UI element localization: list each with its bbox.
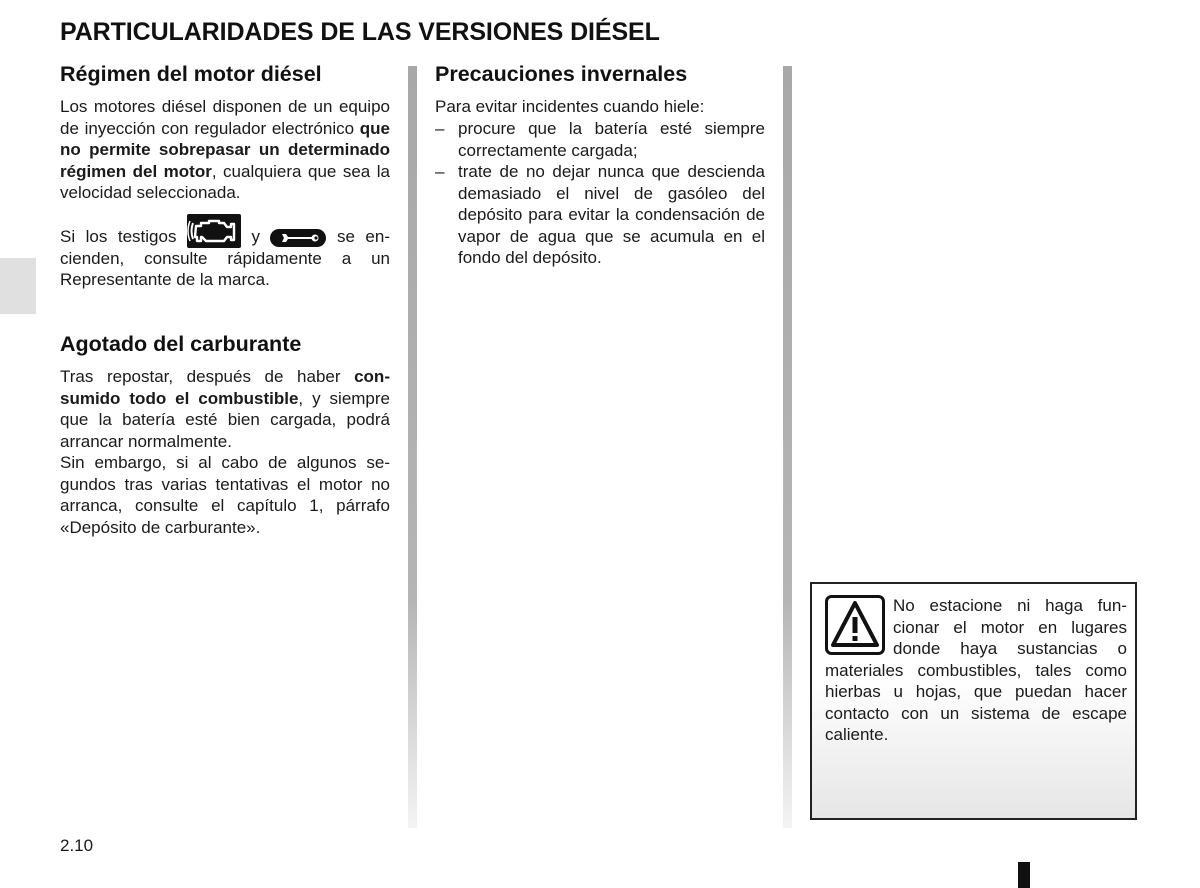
engine-warning-icon (187, 214, 241, 248)
section-heading-invernales: Precauciones invernales (435, 62, 688, 86)
column-divider-right (783, 66, 792, 828)
section-heading-agotado: Agotado del carburante (60, 332, 302, 356)
warning-triangle-icon (825, 595, 885, 655)
wrench-service-icon (270, 229, 326, 247)
chapter-tab (0, 258, 36, 314)
page-number: 2.10 (60, 836, 94, 855)
column-divider-left (408, 66, 417, 828)
list-item: – procure que la batería esté siempre correctamente cargada; (435, 119, 765, 160)
paragraph-invernales-intro: Para evitar incidentes cuando hiele: (435, 97, 705, 116)
paragraph-regimen: Los motores diésel disponen de un equipo de inyección con regulador electrónico que no permite sobrepasar un determinado régimen del motor, cualquiera que sea la velocidad seleccionada. (60, 97, 390, 202)
paragraph-testigos: Si los testigos y se encienden, consulte rápidamente a un Representante de la marca. (60, 226, 390, 291)
warning-text-block (825, 595, 1127, 746)
page-title: PARTICULARIDADES DE LAS VERSIONES DIÉSEL (60, 18, 660, 46)
warning-box (810, 582, 1137, 820)
section-heading-regimen: Régimen del motor diésel (60, 62, 322, 86)
paragraph-agotado-1: Tras repostar, después de haber consumido todo el combustible, y siempre que la batería esté bien cargada, podrá arrancar normalmente. (60, 367, 391, 451)
paragraph-agotado-2: Sin embargo, si al cabo de algunos segundos tras varias tentativas el motor no arranca, consulte el capítulo 1, párrafo «Depósito de carburante». (60, 453, 390, 537)
list-item: – trate de no dejar nunca que descienda demasiado el nivel de gasóleo del depósito para evitar la condensación de vapor de agua que se acumula en el fondo del depósito. (435, 162, 765, 267)
edge-marker (1018, 862, 1030, 888)
warning-text: No estacione ni haga funcionar el motor en lugares donde haya sustancias o materiales combustibles, tales como hierbas u hojas, que puedan hacer contacto con un sistema de escape caliente. (825, 596, 1127, 744)
invernales-list (435, 118, 765, 269)
